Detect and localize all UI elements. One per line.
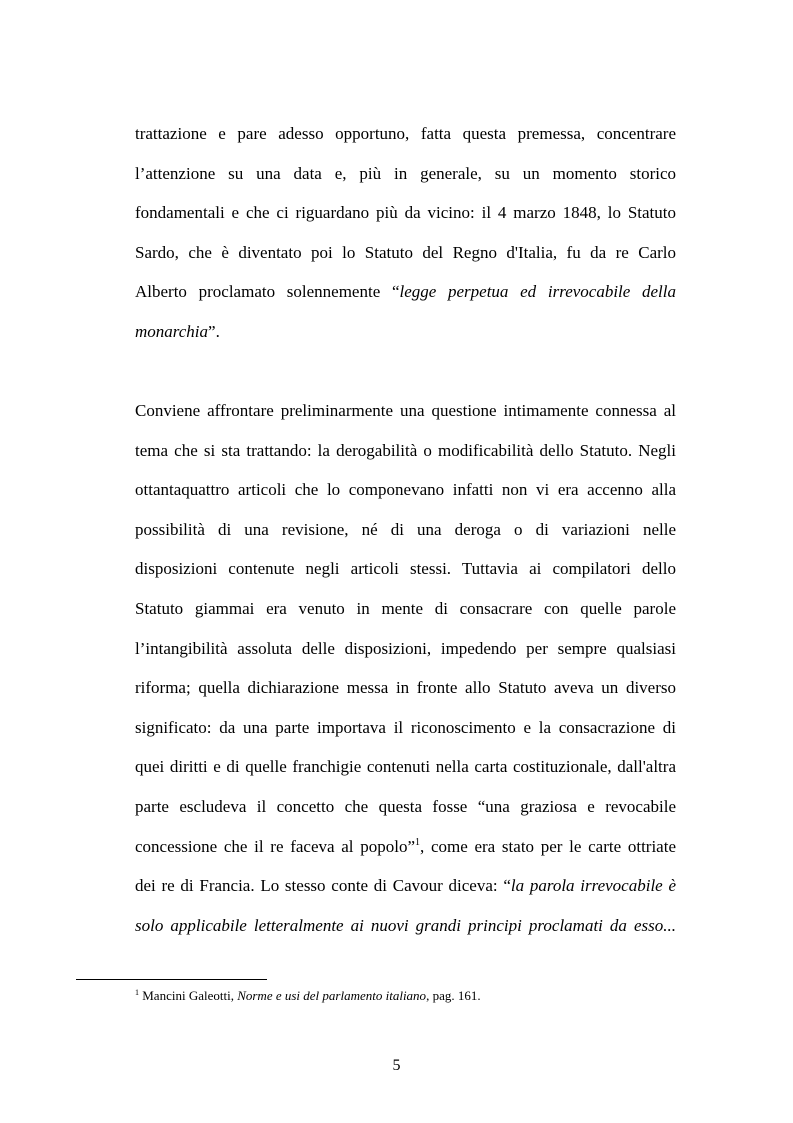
text-line: Statuto giammai era venuto in mente di consacrare con quelle parole [135, 598, 676, 618]
text-line: Sardo, che è diventato poi lo Statuto del Regno d'Italia, fu da re Carlo [135, 242, 676, 262]
footnote-separator [76, 979, 267, 980]
text-line: l’attenzione su una data e, più in generale, su un momento storico [135, 163, 676, 183]
quotation-italic: legge perpetua ed irrevocabile della [399, 282, 677, 302]
footnote-number: 1 [135, 988, 139, 997]
text-line: Conviene affrontare preliminarmente una questione intimamente connessa al [135, 401, 676, 420]
text-line: fondamentali e che ci riguardano più da vicino: il 4 marzo 1848, lo Statuto [135, 203, 676, 223]
footnote-author: Mancini Galeotti, [139, 988, 238, 1003]
text-line [135, 827, 676, 867]
page-number: 5 [392, 1057, 401, 1074]
text-line [135, 906, 676, 946]
footnote-reference[interactable]: 1 [415, 836, 420, 848]
text-line: trattazione e pare adesso opportuno, fatta questa premessa, concentrare [135, 124, 676, 143]
text-line: ottantaquattro articoli che lo componevano infatti non vi era accenno alla [135, 480, 676, 500]
text-run: concessione che il re faceva al popolo” [135, 836, 415, 856]
text-line: possibilità di una revisione, né di una deroga o di variazioni nelle [135, 519, 676, 539]
footnote-title: Norme e usi del parlamento italiano [237, 988, 427, 1003]
text-run: , come era stato per le carte ottriate [420, 836, 676, 856]
paragraph-2 [135, 391, 676, 945]
text-run: Alberto proclamato solennemente “ [135, 282, 400, 302]
text-line: parte escludeva il concetto che questa fosse “una graziosa e revocabile [135, 796, 676, 816]
quotation-italic: la parola irrevocabile è [510, 876, 676, 896]
quotation-italic: monarchia [135, 321, 209, 341]
footnote-suffix: , pag. 161. [426, 988, 481, 1003]
text-line [135, 312, 676, 352]
text-run: dei re di Francia. Lo stesso conte di Cavour diceva: “ [135, 876, 511, 896]
paragraph-1 [135, 114, 676, 352]
text-line: disposizioni contenute negli articoli stessi. Tuttavia ai compilatori dello [135, 559, 676, 579]
text-line [135, 866, 676, 906]
text-line: tema che si sta trattando: la derogabilità o modificabilità dello Statuto. Negli [135, 440, 676, 460]
text-line: l’intangibilità assoluta delle disposizioni, impedendo per sempre qualsiasi [135, 638, 676, 658]
quotation-italic: solo applicabile letteralmente ai nuovi grandi principi proclamati da esso... [135, 915, 676, 935]
text-line [135, 272, 676, 312]
text-line: riforma; quella dichiarazione messa in fronte allo Statuto aveva un diverso [135, 678, 676, 698]
text-line: quei diritti e di quelle franchigie contenuti nella carta costituzionale, dall'altra [135, 757, 676, 777]
text-line: significato: da una parte importava il riconoscimento e la consacrazione di [135, 717, 676, 737]
text-run: ”. [208, 321, 220, 341]
footnote [135, 988, 481, 1004]
